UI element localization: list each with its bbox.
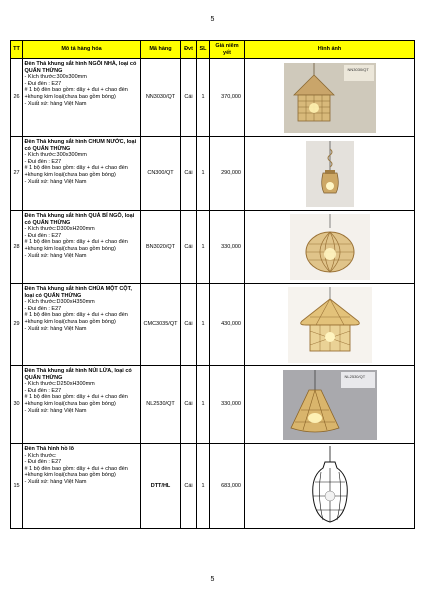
table-header-row [11,41,415,59]
row-image-cell [245,137,415,211]
header-price: Giá niêm yết [210,41,245,59]
table-row [11,284,415,366]
spec-socket: - Đui đèn : E27 [24,459,62,466]
spec-socket: - Đui đèn : E27 [24,80,62,87]
table-row [11,211,415,284]
jar-shaped-pendant-lamp-photo [306,141,354,207]
image-caption: NL2530/QT [344,373,366,379]
pumpkin-shaped-pendant-lamp-photo [290,214,370,280]
gourd-shaped-wire-pendant-lamp-photo [297,446,363,526]
table-row [11,366,415,444]
spec-origin: - Xuất xứ: hàng Việt Nam [24,100,87,107]
page-number-top: 5 [210,16,215,23]
row-price: 683,000 [210,444,245,529]
spec-set: # 1 bộ đèn bao gồm: dây + đui + chao đèn +khung kim loại(chưa bao gồm bóng) [24,87,128,100]
row-image-cell [245,366,415,444]
spec-size: - Kích thước: [24,452,57,459]
product-title: Đèn Thả hình hồ lô [24,446,74,452]
table-row [11,444,415,529]
row-description [23,284,141,366]
product-title: Đèn Thả khung sắt hình CHUM NƯỚC, loại có QUẤN THỪNG [24,139,137,152]
pagoda-shaped-pendant-lamp-photo [288,287,372,363]
spec-origin: - Xuất xứ: hàng Việt Nam [24,178,87,185]
spec-origin: - Xuất xứ: hàng Việt Nam [24,325,87,332]
spec-size: - Kích thước:300x300mm [24,74,87,81]
spec-socket: - Đui đèn : E27 [24,305,62,312]
row-unit: Cái [181,137,197,211]
header-image: Hình ảnh [245,41,415,59]
row-qty: 1 [197,137,210,211]
row-price: 370,000 [210,59,245,137]
page-number-bottom: 5 [210,576,215,583]
product-title: Đèn Thả khung sắt hình NÚI LỬA, loại có QUẤN THỪNG [24,368,132,381]
row-qty: 1 [197,59,210,137]
spec-set: # 1 bộ đèn bao gồm: dây + đui + chao đèn +khung kim loại(chưa bao gồm bóng) [24,312,128,325]
product-table [10,40,415,529]
row-price: 290,000 [210,137,245,211]
spec-set: # 1 bộ đèn bao gồm: dây + đui + chao đèn +khung kim loại(chưa bao gồm bóng) [24,465,128,479]
product-title: Đèn Thả khung sắt hình QUẢ BÍ NGÔ, loại có QUẤN THỪNG [24,213,135,226]
header-unit: Đvt [181,41,197,59]
row-code: CMC3035/QT [141,284,181,366]
row-qty: 1 [197,211,210,284]
product-title: Đèn Thả khung sắt hình NGÔI NHÀ, loại có QUẤN THỪNG [24,61,137,74]
row-unit: Cái [181,444,197,529]
spec-socket: - Đui đèn : E27 [24,158,62,165]
header-tt: TT [11,41,23,59]
row-description [23,211,141,284]
row-code: NN3030/QT [141,59,181,137]
row-code: DTT/HL [141,444,181,529]
row-tt: 29 [11,284,23,366]
spec-size: - Kích thước:300x300mm [24,152,87,159]
row-description [23,137,141,211]
table-row [11,137,415,211]
row-image-cell [245,284,415,366]
row-tt: 28 [11,211,23,284]
row-tt: 26 [11,59,23,137]
header-qty: SL [197,41,210,59]
row-image-cell [245,211,415,284]
spec-size: - Kích thước:D300xH350mm [24,299,95,306]
spec-origin: - Xuất xứ: hàng Việt Nam [24,252,87,259]
row-description [23,59,141,137]
spec-set: # 1 bộ đèn bao gồm: dây + đui + chao đèn +khung kim loại(chưa bao gồm bóng) [24,239,128,252]
row-code: BN3020/QT [141,211,181,284]
row-image-cell [245,444,415,529]
row-description [23,366,141,444]
row-unit: Cái [181,211,197,284]
row-price: 330,000 [210,211,245,284]
spec-origin: - Xuất xứ: hàng Việt Nam [24,478,87,485]
row-unit: Cái [181,366,197,444]
row-qty: 1 [197,444,210,529]
row-unit: Cái [181,284,197,366]
spec-size: - Kích thước:D300xH200mm [24,226,95,233]
header-code: Mã hàng [141,41,181,59]
table-row [11,59,415,137]
image-caption: NN3030/QT [347,66,369,72]
row-tt: 27 [11,137,23,211]
volcano-shaped-pendant-lamp-photo [283,370,377,440]
row-price: 430,000 [210,284,245,366]
row-image-cell [245,59,415,137]
spec-socket: - Đui đèn : E27 [24,232,62,239]
row-qty: 1 [197,366,210,444]
row-unit: Cái [181,59,197,137]
row-qty: 1 [197,284,210,366]
spec-size: - Kích thước:D250xH300mm [24,381,95,388]
row-description [23,444,141,529]
header-description: Mô tả hàng hóa [23,41,141,59]
product-title: Đèn Thả khung sắt hình CHÙA MỘT CỘT, loại có QUẤN THỪNG [24,286,132,299]
row-code: CN300/QT [141,137,181,211]
spec-socket: - Đui đèn : E27 [24,387,62,394]
spec-set: # 1 bộ đèn bao gồm: dây + đui + chao đèn +khung kim loại(chưa bao gồm bóng) [24,394,128,407]
row-price: 330,000 [210,366,245,444]
row-tt: 30 [11,366,23,444]
house-shaped-pendant-lamp-photo [284,63,376,133]
row-tt: 15 [11,444,23,529]
row-code: NL2530/QT [141,366,181,444]
spec-set: # 1 bộ đèn bao gồm: dây + đui + chao đèn +khung kim loại(chưa bao gồm bóng) [24,165,128,178]
spec-origin: - Xuất xứ: hàng Việt Nam [24,407,87,414]
